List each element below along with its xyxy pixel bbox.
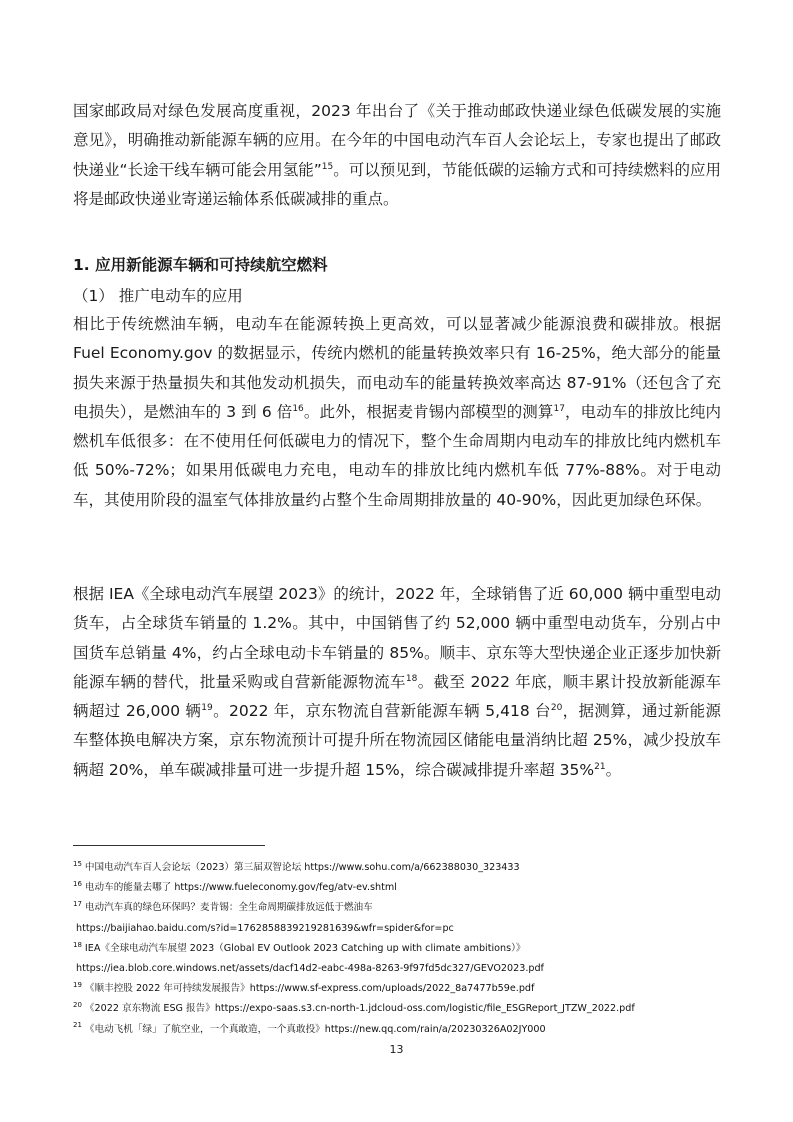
section-subheading: （1） 推广电动车的应用 <box>73 287 243 305</box>
footnote-ref[interactable]: 17 <box>553 403 565 414</box>
footnote-ref[interactable]: 16 <box>292 403 304 414</box>
footnote: $^{15}$ 中国电动汽车百人会论坛（2023）第三届双智论坛 https://www.sohu.com/a/662388030_323433 <box>73 859 520 873</box>
footnote-text[interactable]: 中国电动汽车百人会论坛（2023）第三届双智论坛 https://www.sohu.com/a/662388030_323433 <box>84 862 520 873</box>
footnote-ref[interactable]: 21 <box>594 761 606 772</box>
paragraph-text: 。2022 年，京东物流自营新能源车辆 5,418 台 <box>212 702 551 721</box>
footnote-ref[interactable]: 18 <box>405 673 418 684</box>
paragraph-text: ，电动车的排放比纯内燃机车低很多：在不使用任何低碳电力的情况下，整个生命周期内电动车的排放比纯内燃机车低 50%-72%；如果用低碳电力充电，电动车的排放比纯内燃机车低 77%-88%。对于电动车，其使用阶段的温室气体排放量约占整个生命周期排放量的 40-90%，因此更加绿色环保。 <box>73 402 721 509</box>
footnote: $^{16}$ 电动车的能量去哪了 https://www.fueleconomy.gov/feg/atv-ev.shtml <box>73 880 397 894</box>
footnote <box>73 919 723 939</box>
paragraph-text: 根据 IEA《全球电动汽车展望 2023》的统计，2022 年，全球销售了近 60,000 辆中重型电动货车，占全球货车销量的 1.2%。其中，中国销售了约 52,000 辆中重型电动货车，分别占中国货车总销量 4%，约占全球电动卡车销量的 85%。顺丰、京东等大型快递企业正逐步加快新能源车辆的替代，批量采购或自营新能源物流车 <box>73 585 721 691</box>
paragraph-text: ，据测算，通过新能源车整体换电解决方案，京东物流预计可提升所在物流园区储能电量消纳比超 25%，减少投放车辆超 20%，单车碳减排量可进一步提升超 15%，综合碳减排提升率超 35% <box>73 702 721 779</box>
footnote: $^{18}$ IEA《全球电动汽车展望 2023（Global EV Outlook 2023 Catching up with climate ambitions）》 <box>73 940 526 954</box>
footnote-link[interactable]: https://iea.blob.core.windows.net/assets/dacf14d2-eabc-498a-8263-9f97fd5dc327/GEVO2023.pdf <box>76 963 544 975</box>
paragraph-text: 。 <box>605 760 622 779</box>
paragraph-text: 相比于传统燃油车辆，电动车在能源转换上更高效，可以显著减少能源浪费和碳排放。根据 Fuel Economy.gov 的数据显示，传统内燃机的能量转换效率只有 16-25%，绝大部分的能量损失来源于热量损失和其他发动机损失，而电动车的能量转换效率高达 87-91%（还包含了充电损失），是燃油车的 3 到 6 倍 <box>73 315 721 421</box>
footnote: $^{20}$ 《2022 京东物流 ESG 报告》https://expo-saas.s3.cn-north-1.jdcloud-oss.com/logistic/file_ESGReport_JTZW_2022.pdf <box>73 1001 635 1015</box>
footnote: $^{21}$ 《电动飞机「绿」了航空业，一个真敢造，一个真敢投》https://new.qq.com/rain/a/20230326A02JY000 <box>73 1021 546 1035</box>
paragraph-text: 。截至 2022 年底，顺丰累计投放新能源车辆超过 26,000 辆 <box>73 672 721 721</box>
footnote <box>73 959 723 979</box>
footnote-ref[interactable]: 15 <box>321 161 334 172</box>
footnote: $^{19}$ 《顺丰控股 2022 年可持续发展报告》https://www.sf-express.com/uploads/2022_8a7477b59e.pdf <box>73 981 535 995</box>
footnote-link[interactable]: https://baijiahao.baidu.com/s?id=1762858839219281639&wfr=spider&for=pc <box>76 922 454 934</box>
footnote-ref[interactable]: 20 <box>550 703 563 714</box>
footnote-text: 电动汽车真的绿色环保吗？麦肯锡：全生命周期碳排放远低于燃油车 <box>84 902 373 914</box>
footnote-text[interactable]: 《电动飞机「绿」了航空业，一个真敢造，一个真敢投》https://new.qq.com/rain/a/20230326A02JY000 <box>84 1023 546 1035</box>
section-heading: 1. 应用新能源车辆和可持续航空燃料 <box>73 256 328 274</box>
footnote-text[interactable]: 电动车的能量去哪了 https://www.fueleconomy.gov/feg/atv-ev.shtml <box>84 882 397 894</box>
paragraph-text: 。此外，根据麦肯锡内部模型的测算 <box>303 402 554 421</box>
footnote-text: IEA《全球电动汽车展望 2023（Global EV Outlook 2023 Catching up with climate ambitions）》 <box>84 942 526 954</box>
intro-text: 。可以预见到，节能低碳的运输方式和可持续燃料的应用将是邮政快递业寄递运输体系低碳减排的重点。 <box>73 160 721 208</box>
page-number: 13 <box>389 1043 404 1056</box>
intro-paragraph <box>73 97 721 214</box>
ev-efficiency-paragraph <box>73 310 721 515</box>
footnote-text[interactable]: 《2022 京东物流 ESG 报告》https://expo-saas.s3.cn-north-1.jdcloud-oss.com/logistic/file_ESGReport_JTZW_2022.pdf <box>84 1003 635 1015</box>
footnotes <box>73 858 723 1040</box>
footnote-divider <box>73 845 265 846</box>
iea-paragraph <box>73 580 721 785</box>
footnote-ref[interactable]: 19 <box>201 703 213 714</box>
intro-text: 国家邮政局对绿色发展高度重视，2023 年出台了《关于推动邮政快递业绿色低碳发展的实施意见》，明确推动新能源车辆的应用。在今年的中国电动汽车百人会论坛上，专家也提出了邮政快递业“长途干线车辆可能会用氢能” <box>73 102 721 179</box>
footnote-text[interactable]: 《顺丰控股 2022 年可持续发展报告》https://www.sf-express.com/uploads/2022_8a7477b59e.pdf <box>84 983 535 995</box>
footnote: $^{17}$ 电动汽车真的绿色环保吗？麦肯锡：全生命周期碳排放远低于燃油车 <box>73 900 373 914</box>
